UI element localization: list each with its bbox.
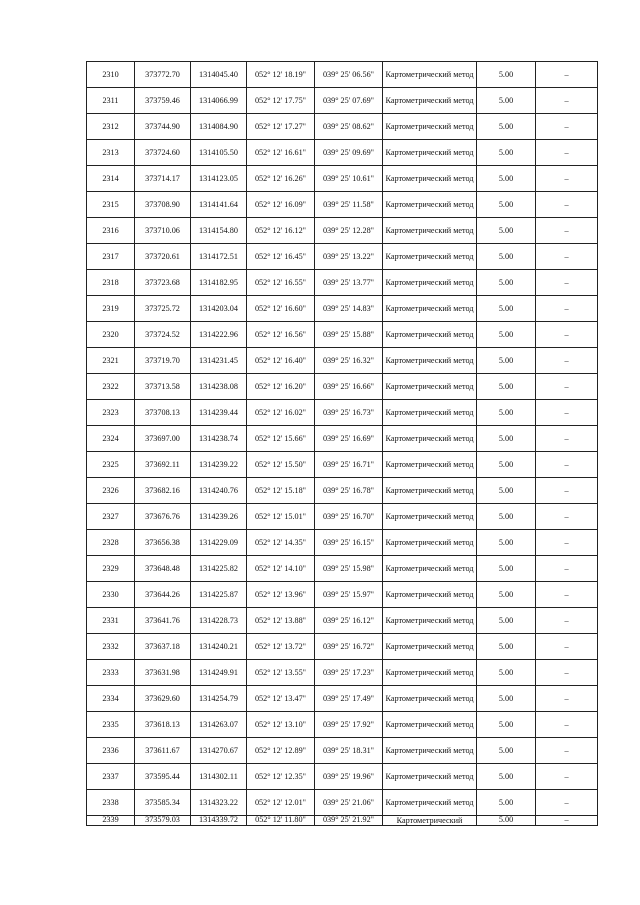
accuracy-cell: 5.00 [477,322,536,348]
method-cell: Картометрический метод [383,114,477,140]
note-cell: – [536,270,598,296]
point-number-cell: 2338 [87,790,135,816]
coordinates-table [86,61,598,826]
longitude-cell: 039° 25' 17.92" [315,712,383,738]
table-row [87,660,598,686]
table-row [87,530,598,556]
table-row [87,686,598,712]
point-number-cell: 2318 [87,270,135,296]
y-coordinate-cell: 1314254.79 [191,686,247,712]
note-cell: – [536,764,598,790]
note-cell: – [536,478,598,504]
longitude-cell: 039° 25' 07.69" [315,88,383,114]
note-cell: – [536,608,598,634]
x-coordinate-cell: 373611.67 [135,738,191,764]
longitude-cell: 039° 25' 17.23" [315,660,383,686]
point-number-cell: 2322 [87,374,135,400]
latitude-cell: 052° 12' 16.12" [247,218,315,244]
note-cell: – [536,790,598,816]
latitude-cell: 052° 12' 15.18" [247,478,315,504]
latitude-cell: 052° 12' 12.01" [247,790,315,816]
y-coordinate-cell: 1314240.21 [191,634,247,660]
y-coordinate-cell: 1314239.22 [191,452,247,478]
point-number-cell: 2311 [87,88,135,114]
latitude-cell: 052° 12' 13.96" [247,582,315,608]
longitude-cell: 039° 25' 13.22" [315,244,383,270]
x-coordinate-cell: 373713.58 [135,374,191,400]
point-number-cell: 2321 [87,348,135,374]
longitude-cell: 039° 25' 16.66" [315,374,383,400]
note-cell: – [536,322,598,348]
longitude-cell: 039° 25' 15.98" [315,556,383,582]
note-cell: – [536,348,598,374]
point-number-cell: 2313 [87,140,135,166]
table-row [87,816,598,826]
point-number-cell: 2324 [87,426,135,452]
y-coordinate-cell: 1314339.72 [191,816,247,826]
longitude-cell: 039° 25' 11.58" [315,192,383,218]
x-coordinate-cell: 373714.17 [135,166,191,192]
longitude-cell: 039° 25' 16.71" [315,452,383,478]
latitude-cell: 052° 12' 14.35" [247,530,315,556]
table-row [87,374,598,400]
x-coordinate-cell: 373676.76 [135,504,191,530]
y-coordinate-cell: 1314225.87 [191,582,247,608]
method-cell: Картометрический метод [383,790,477,816]
table-row [87,348,598,374]
table-row [87,62,598,88]
longitude-cell: 039° 25' 13.77" [315,270,383,296]
x-coordinate-cell: 373618.13 [135,712,191,738]
longitude-cell: 039° 25' 16.78" [315,478,383,504]
x-coordinate-cell: 373656.38 [135,530,191,556]
y-coordinate-cell: 1314066.99 [191,88,247,114]
y-coordinate-cell: 1314123.05 [191,166,247,192]
method-cell: Картометрический метод [383,374,477,400]
x-coordinate-cell: 373772.70 [135,62,191,88]
accuracy-cell: 5.00 [477,816,536,826]
y-coordinate-cell: 1314172.51 [191,244,247,270]
table-row [87,764,598,790]
x-coordinate-cell: 373644.26 [135,582,191,608]
table-row [87,192,598,218]
method-cell: Картометрический метод [383,686,477,712]
point-number-cell: 2335 [87,712,135,738]
point-number-cell: 2316 [87,218,135,244]
point-number-cell: 2332 [87,634,135,660]
x-coordinate-cell: 373682.16 [135,478,191,504]
y-coordinate-cell: 1314323.22 [191,790,247,816]
method-cell: Картометрический метод [383,166,477,192]
x-coordinate-cell: 373744.90 [135,114,191,140]
table-row [87,322,598,348]
longitude-cell: 039° 25' 16.69" [315,426,383,452]
method-cell: Картометрический метод [383,556,477,582]
y-coordinate-cell: 1314231.45 [191,348,247,374]
longitude-cell: 039° 25' 16.32" [315,348,383,374]
x-coordinate-cell: 373631.98 [135,660,191,686]
y-coordinate-cell: 1314084.90 [191,114,247,140]
point-number-cell: 2315 [87,192,135,218]
point-number-cell: 2326 [87,478,135,504]
method-cell: Картометрический метод [383,62,477,88]
longitude-cell: 039° 25' 16.15" [315,530,383,556]
point-number-cell: 2310 [87,62,135,88]
method-cell: Картометрический метод [383,660,477,686]
point-number-cell: 2327 [87,504,135,530]
longitude-cell: 039° 25' 15.88" [315,322,383,348]
y-coordinate-cell: 1314263.07 [191,712,247,738]
note-cell: – [536,166,598,192]
note-cell: – [536,114,598,140]
accuracy-cell: 5.00 [477,660,536,686]
method-cell: Картометрический метод [383,608,477,634]
table-row [87,608,598,634]
x-coordinate-cell: 373710.06 [135,218,191,244]
method-cell: Картометрический метод [383,530,477,556]
point-number-cell: 2319 [87,296,135,322]
method-cell: Картометрический метод [383,452,477,478]
longitude-cell: 039° 25' 16.73" [315,400,383,426]
longitude-cell: 039° 25' 19.96" [315,764,383,790]
x-coordinate-cell: 373692.11 [135,452,191,478]
latitude-cell: 052° 12' 16.45" [247,244,315,270]
y-coordinate-cell: 1314228.73 [191,608,247,634]
table-row [87,634,598,660]
x-coordinate-cell: 373595.44 [135,764,191,790]
method-cell: Картометрический метод [383,322,477,348]
note-cell: – [536,452,598,478]
accuracy-cell: 5.00 [477,452,536,478]
accuracy-cell: 5.00 [477,790,536,816]
x-coordinate-cell: 373708.13 [135,400,191,426]
accuracy-cell: 5.00 [477,712,536,738]
table-row [87,140,598,166]
latitude-cell: 052° 12' 15.01" [247,504,315,530]
point-number-cell: 2317 [87,244,135,270]
table-row [87,582,598,608]
longitude-cell: 039° 25' 18.31" [315,738,383,764]
x-coordinate-cell: 373724.52 [135,322,191,348]
y-coordinate-cell: 1314240.76 [191,478,247,504]
note-cell: – [536,816,598,826]
longitude-cell: 039° 25' 16.12" [315,608,383,634]
table-row [87,114,598,140]
longitude-cell: 039° 25' 06.56" [315,62,383,88]
x-coordinate-cell: 373585.34 [135,790,191,816]
x-coordinate-cell: 373708.90 [135,192,191,218]
latitude-cell: 052° 12' 17.27" [247,114,315,140]
latitude-cell: 052° 12' 13.10" [247,712,315,738]
x-coordinate-cell: 373648.48 [135,556,191,582]
accuracy-cell: 5.00 [477,400,536,426]
table-row [87,270,598,296]
accuracy-cell: 5.00 [477,738,536,764]
point-number-cell: 2328 [87,530,135,556]
method-cell: Картометрический метод [383,348,477,374]
y-coordinate-cell: 1314154.80 [191,218,247,244]
note-cell: – [536,244,598,270]
latitude-cell: 052° 12' 13.55" [247,660,315,686]
accuracy-cell: 5.00 [477,62,536,88]
x-coordinate-cell: 373759.46 [135,88,191,114]
longitude-cell: 039° 25' 21.06" [315,790,383,816]
accuracy-cell: 5.00 [477,478,536,504]
table-row [87,426,598,452]
method-cell: Картометрический метод [383,738,477,764]
accuracy-cell: 5.00 [477,348,536,374]
latitude-cell: 052° 12' 16.55" [247,270,315,296]
accuracy-cell: 5.00 [477,634,536,660]
method-cell: Картометрический метод [383,712,477,738]
y-coordinate-cell: 1314225.82 [191,556,247,582]
latitude-cell: 052° 12' 12.35" [247,764,315,790]
method-cell: Картометрический метод [383,270,477,296]
method-cell: Картометрический метод [383,634,477,660]
x-coordinate-cell: 373579.03 [135,816,191,826]
accuracy-cell: 5.00 [477,296,536,322]
latitude-cell: 052° 12' 16.61" [247,140,315,166]
y-coordinate-cell: 1314045.40 [191,62,247,88]
longitude-cell: 039° 25' 14.83" [315,296,383,322]
longitude-cell: 039° 25' 15.97" [315,582,383,608]
table-row [87,556,598,582]
x-coordinate-cell: 373697.00 [135,426,191,452]
latitude-cell: 052° 12' 16.26" [247,166,315,192]
longitude-cell: 039° 25' 10.61" [315,166,383,192]
note-cell: – [536,530,598,556]
latitude-cell: 052° 12' 16.56" [247,322,315,348]
latitude-cell: 052° 12' 15.50" [247,452,315,478]
y-coordinate-cell: 1314182.95 [191,270,247,296]
latitude-cell: 052° 12' 18.19" [247,62,315,88]
point-number-cell: 2337 [87,764,135,790]
accuracy-cell: 5.00 [477,192,536,218]
note-cell: – [536,556,598,582]
accuracy-cell: 5.00 [477,764,536,790]
point-number-cell: 2323 [87,400,135,426]
point-number-cell: 2333 [87,660,135,686]
note-cell: – [536,218,598,244]
note-cell: – [536,634,598,660]
method-cell: Картометрический метод [383,88,477,114]
table-row [87,738,598,764]
accuracy-cell: 5.00 [477,374,536,400]
y-coordinate-cell: 1314302.11 [191,764,247,790]
longitude-cell: 039° 25' 09.69" [315,140,383,166]
x-coordinate-cell: 373723.68 [135,270,191,296]
latitude-cell: 052° 12' 14.10" [247,556,315,582]
point-number-cell: 2331 [87,608,135,634]
longitude-cell: 039° 25' 21.92" [315,816,383,826]
accuracy-cell: 5.00 [477,556,536,582]
accuracy-cell: 5.00 [477,270,536,296]
table-row [87,712,598,738]
accuracy-cell: 5.00 [477,530,536,556]
point-number-cell: 2312 [87,114,135,140]
y-coordinate-cell: 1314203.04 [191,296,247,322]
method-cell: Картометрический метод [383,296,477,322]
note-cell: – [536,62,598,88]
point-number-cell: 2330 [87,582,135,608]
note-cell: – [536,686,598,712]
method-cell: Картометрический метод [383,140,477,166]
x-coordinate-cell: 373725.72 [135,296,191,322]
accuracy-cell: 5.00 [477,426,536,452]
accuracy-cell: 5.00 [477,114,536,140]
method-cell: Картометрический метод [383,218,477,244]
note-cell: – [536,660,598,686]
y-coordinate-cell: 1314105.50 [191,140,247,166]
table-row [87,166,598,192]
method-cell: Картометрический метод [383,504,477,530]
latitude-cell: 052° 12' 13.88" [247,608,315,634]
latitude-cell: 052° 12' 13.47" [247,686,315,712]
method-cell: Картометрический метод [383,582,477,608]
method-cell: Картометрический метод [383,478,477,504]
y-coordinate-cell: 1314270.67 [191,738,247,764]
latitude-cell: 052° 12' 12.89" [247,738,315,764]
accuracy-cell: 5.00 [477,608,536,634]
point-number-cell: 2320 [87,322,135,348]
y-coordinate-cell: 1314229.09 [191,530,247,556]
x-coordinate-cell: 373641.76 [135,608,191,634]
table-row [87,452,598,478]
latitude-cell: 052° 12' 16.09" [247,192,315,218]
table-body [87,62,598,826]
note-cell: – [536,504,598,530]
table-row [87,218,598,244]
y-coordinate-cell: 1314239.26 [191,504,247,530]
point-number-cell: 2329 [87,556,135,582]
table-row [87,296,598,322]
table-row [87,504,598,530]
method-cell: Картометрический метод [383,764,477,790]
x-coordinate-cell: 373720.61 [135,244,191,270]
y-coordinate-cell: 1314141.64 [191,192,247,218]
method-cell: Картометрический [383,816,477,826]
latitude-cell: 052° 12' 16.40" [247,348,315,374]
point-number-cell: 2334 [87,686,135,712]
table-row [87,790,598,816]
x-coordinate-cell: 373719.70 [135,348,191,374]
latitude-cell: 052° 12' 15.66" [247,426,315,452]
table-row [87,88,598,114]
note-cell: – [536,296,598,322]
accuracy-cell: 5.00 [477,686,536,712]
longitude-cell: 039° 25' 16.72" [315,634,383,660]
note-cell: – [536,400,598,426]
longitude-cell: 039° 25' 16.70" [315,504,383,530]
x-coordinate-cell: 373629.60 [135,686,191,712]
point-number-cell: 2336 [87,738,135,764]
accuracy-cell: 5.00 [477,244,536,270]
point-number-cell: 2314 [87,166,135,192]
table-row [87,400,598,426]
y-coordinate-cell: 1314238.74 [191,426,247,452]
note-cell: – [536,426,598,452]
latitude-cell: 052° 12' 11.80" [247,816,315,826]
table-row [87,478,598,504]
point-number-cell: 2339 [87,816,135,826]
note-cell: – [536,88,598,114]
longitude-cell: 039° 25' 08.62" [315,114,383,140]
y-coordinate-cell: 1314249.91 [191,660,247,686]
accuracy-cell: 5.00 [477,140,536,166]
latitude-cell: 052° 12' 16.20" [247,374,315,400]
y-coordinate-cell: 1314239.44 [191,400,247,426]
accuracy-cell: 5.00 [477,218,536,244]
latitude-cell: 052° 12' 17.75" [247,88,315,114]
method-cell: Картометрический метод [383,244,477,270]
note-cell: – [536,192,598,218]
x-coordinate-cell: 373724.60 [135,140,191,166]
method-cell: Картометрический метод [383,192,477,218]
accuracy-cell: 5.00 [477,582,536,608]
point-number-cell: 2325 [87,452,135,478]
accuracy-cell: 5.00 [477,166,536,192]
note-cell: – [536,140,598,166]
method-cell: Картометрический метод [383,400,477,426]
y-coordinate-cell: 1314222.96 [191,322,247,348]
method-cell: Картометрический метод [383,426,477,452]
longitude-cell: 039° 25' 17.49" [315,686,383,712]
note-cell: – [536,712,598,738]
note-cell: – [536,582,598,608]
latitude-cell: 052° 12' 13.72" [247,634,315,660]
note-cell: – [536,374,598,400]
note-cell: – [536,738,598,764]
table-row [87,244,598,270]
y-coordinate-cell: 1314238.08 [191,374,247,400]
accuracy-cell: 5.00 [477,504,536,530]
accuracy-cell: 5.00 [477,88,536,114]
longitude-cell: 039° 25' 12.28" [315,218,383,244]
latitude-cell: 052° 12' 16.02" [247,400,315,426]
x-coordinate-cell: 373637.18 [135,634,191,660]
latitude-cell: 052° 12' 16.60" [247,296,315,322]
